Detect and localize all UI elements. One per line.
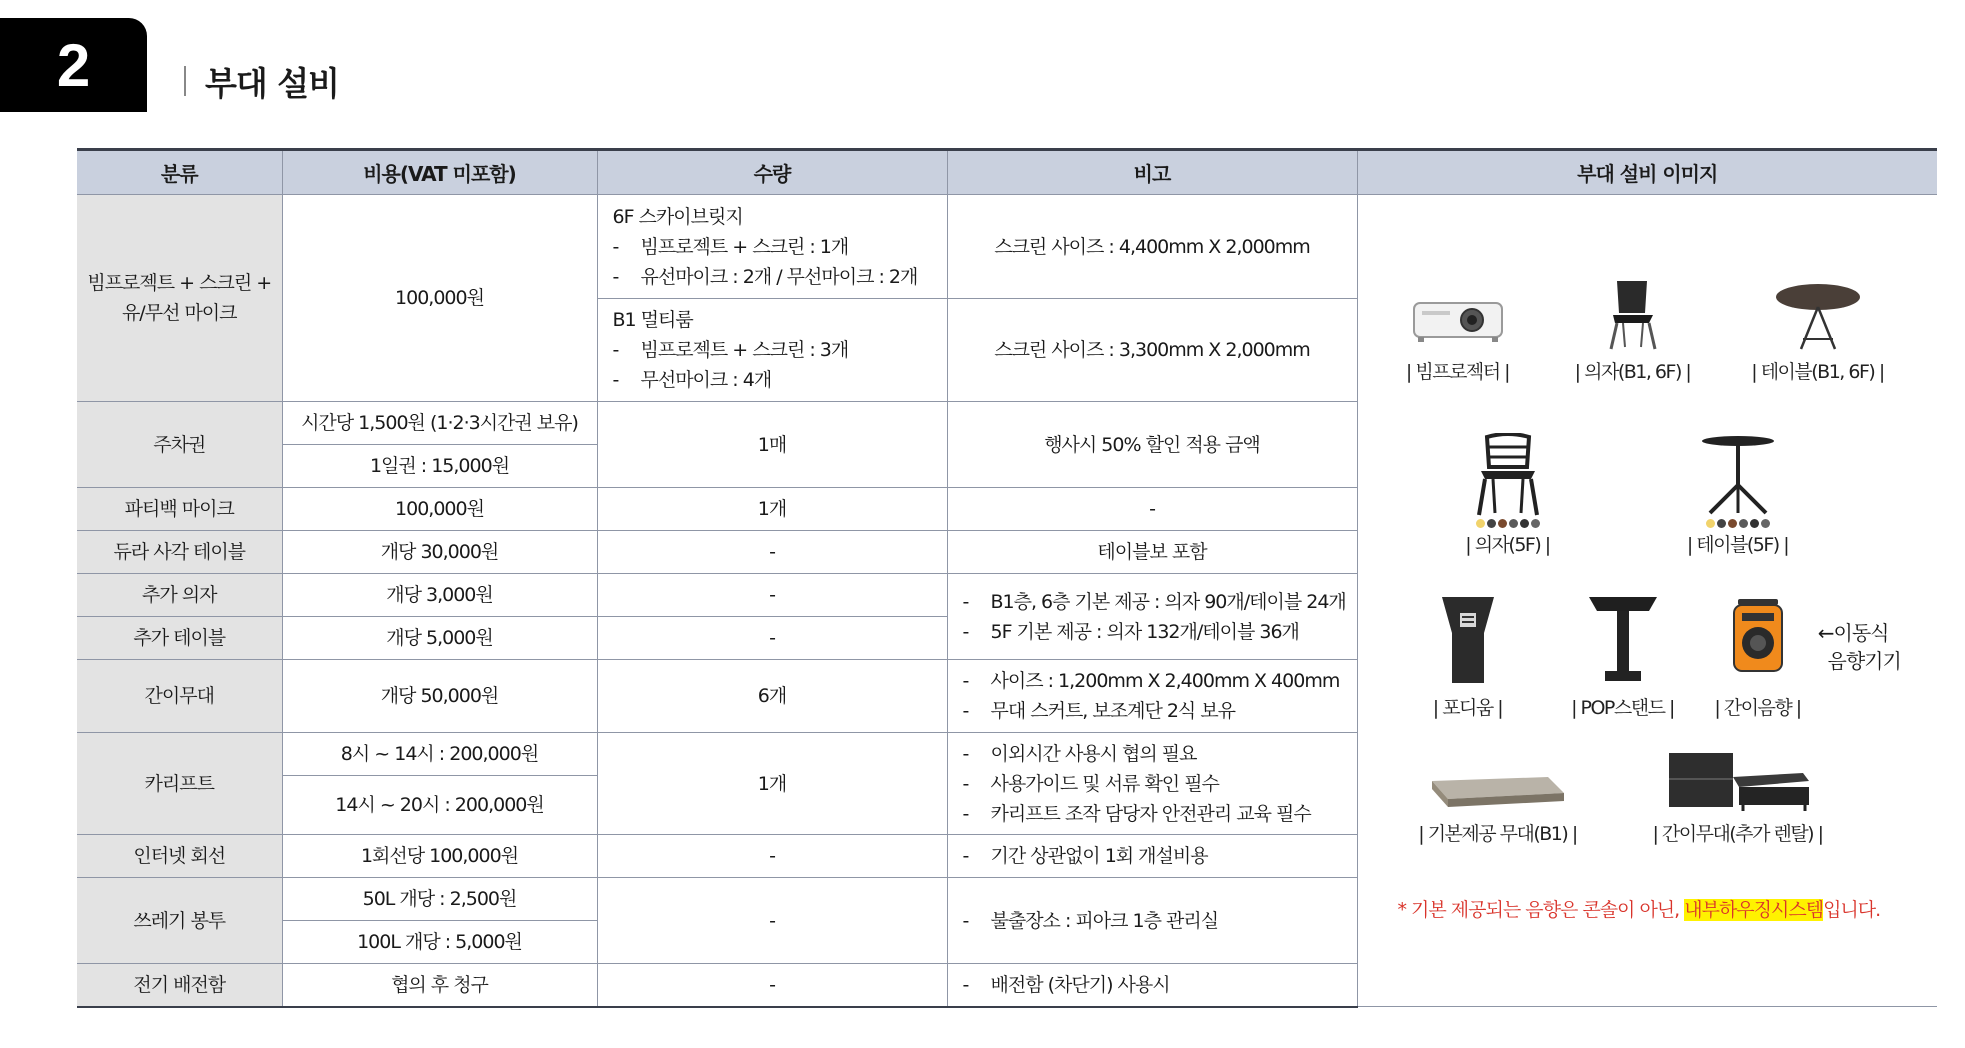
note-cell: 테이블보 포함	[947, 531, 1357, 574]
table-header-row	[77, 150, 1937, 195]
note-cell: - 배전함 (차단기) 사용시	[947, 964, 1357, 1007]
title-divider	[184, 66, 186, 96]
cost-cell: 100,000원	[282, 488, 597, 531]
category-cell: 추가 의자	[77, 574, 282, 617]
quantity-cell: -	[597, 617, 947, 660]
cost-cell: 100L 개당 : 5,000원	[282, 921, 597, 964]
category-cell: 간이무대	[77, 660, 282, 733]
podium-icon	[1438, 593, 1498, 687]
portable-audio-label: ←이동식 음향기기	[1817, 621, 1901, 673]
note-cell: 행사시 50% 할인 적용 금액	[947, 402, 1357, 488]
audio-system-note: * 기본 제공되는 음향은 콘솔이 아닌, 내부하우징시스템입니다.	[1397, 899, 1881, 921]
note-cell: - 기간 상관없이 1회 개설비용	[947, 835, 1357, 878]
gallery-item-simple-stage: | 간이무대(추가 렌탈) |	[1648, 747, 1828, 849]
note-cell: - B1층, 6층 기본 제공 : 의자 90개/테이블 24개 - 5F 기본 제공 : 의자 132개/테이블 36개	[947, 574, 1357, 660]
quantity-cell: 1개	[597, 733, 947, 835]
header-image: 부대 설비 이미지	[1357, 150, 1937, 195]
gallery-item-speaker: | 간이음향 |	[1703, 593, 1813, 723]
gallery-item-table-b1: | 테이블(B1, 6F) |	[1748, 279, 1888, 387]
facility-table	[77, 148, 1937, 1008]
quantity-cell: 6개	[597, 660, 947, 733]
note-cell: 스크린 사이즈 : 3,300mm X 2,000mm	[947, 299, 1357, 402]
category-cell: 듀라 사각 테이블	[77, 531, 282, 574]
note-cell: -	[947, 488, 1357, 531]
speaker-icon	[1730, 593, 1786, 687]
note-cell: - 불출장소 : 피아크 1층 관리실	[947, 878, 1357, 964]
stage-icon	[1428, 763, 1568, 813]
quantity-cell: -	[597, 531, 947, 574]
chair-icon	[1603, 279, 1663, 351]
cost-cell: 14시 ~ 20시 : 200,000원	[282, 776, 597, 835]
category-cell: 주차권	[77, 402, 282, 488]
cost-cell: 1회선당 100,000원	[282, 835, 597, 878]
table-row	[77, 195, 1937, 299]
gallery-item-pop-stand: | POP스탠드 |	[1553, 593, 1693, 723]
gallery-item-chair-5f: | 의자(5F) |	[1448, 433, 1568, 560]
quantity-cell: 1개	[597, 488, 947, 531]
projector-icon	[1408, 289, 1508, 351]
category-cell: 쓰레기 봉투	[77, 878, 282, 964]
note-cell: - 이외시간 사용시 협의 필요 - 사용가이드 및 서류 확인 필수 - 카리프트 조작 담당자 안전관리 교육 필수	[947, 733, 1357, 835]
quantity-cell: -	[597, 878, 947, 964]
category-cell: 전기 배전함	[77, 964, 282, 1007]
image-gallery-cell	[1357, 195, 1937, 1007]
cost-cell: 개당 30,000원	[282, 531, 597, 574]
quantity-cell: B1 멀티룸 - 빔프로젝트 + 스크린 : 3개 - 무선마이크 : 4개	[597, 299, 947, 402]
gallery-item-table-5f: | 테이블(5F) |	[1668, 433, 1808, 560]
category-cell: 인터넷 회선	[77, 835, 282, 878]
stage-icon	[1663, 747, 1813, 813]
note-cell: - 사이즈 : 1,200mm X 2,400mm X 400mm - 무대 스커트, 보조계단 2식 보유	[947, 660, 1357, 733]
cost-cell: 시간당 1,500원 (1·2·3시간권 보유)	[282, 402, 597, 445]
header-cost: 비용(VAT 미포함)	[282, 150, 597, 195]
pop-stand-icon	[1583, 593, 1663, 687]
category-cell: 추가 테이블	[77, 617, 282, 660]
cost-cell: 1일권 : 15,000원	[282, 445, 597, 488]
cost-cell: 협의 후 청구	[282, 964, 597, 1007]
header-note: 비고	[947, 150, 1357, 195]
section-number-badge	[0, 18, 147, 112]
cost-cell: 8시 ~ 14시 : 200,000원	[282, 733, 597, 776]
cost-cell: 개당 50,000원	[282, 660, 597, 733]
header-quantity: 수량	[597, 150, 947, 195]
chair-icon	[1471, 433, 1545, 517]
section-number: 2	[56, 31, 91, 99]
cost-cell: 50L 개당 : 2,500원	[282, 878, 597, 921]
round-table-icon	[1773, 279, 1863, 351]
gallery-item-base-stage: | 기본제공 무대(B1) |	[1413, 763, 1583, 849]
quantity-cell: -	[597, 964, 947, 1007]
quantity-cell: 1매	[597, 402, 947, 488]
gallery-item-podium: | 포디움 |	[1413, 593, 1523, 723]
color-swatches	[1448, 519, 1568, 528]
cost-cell: 개당 3,000원	[282, 574, 597, 617]
color-swatches	[1668, 519, 1808, 528]
note-cell: 스크린 사이즈 : 4,400mm X 2,000mm	[947, 195, 1357, 299]
quantity-cell: 6F 스카이브릿지 - 빔프로젝트 + 스크린 : 1개 - 유선마이크 : 2개 / 무선마이크 : 2개	[597, 195, 947, 299]
note-highlight: 내부하우징시스템	[1684, 899, 1824, 921]
category-cell: 파티백 마이크	[77, 488, 282, 531]
round-table-icon	[1698, 433, 1778, 517]
gallery-item-projector: | 빔프로젝터 |	[1398, 289, 1518, 387]
gallery-item-chair-b1: | 의자(B1, 6F) |	[1573, 279, 1693, 387]
cost-cell: 개당 5,000원	[282, 617, 597, 660]
page-title: 부대 설비	[205, 64, 340, 103]
quantity-cell: -	[597, 835, 947, 878]
cost-cell: 100,000원	[282, 195, 597, 402]
category-cell: 카리프트	[77, 733, 282, 835]
equipment-gallery	[1358, 195, 1935, 1003]
header-category: 분류	[77, 150, 282, 195]
quantity-cell: -	[597, 574, 947, 617]
category-cell: 빔프로젝트 + 스크린 + 유/무선 마이크	[77, 195, 282, 402]
